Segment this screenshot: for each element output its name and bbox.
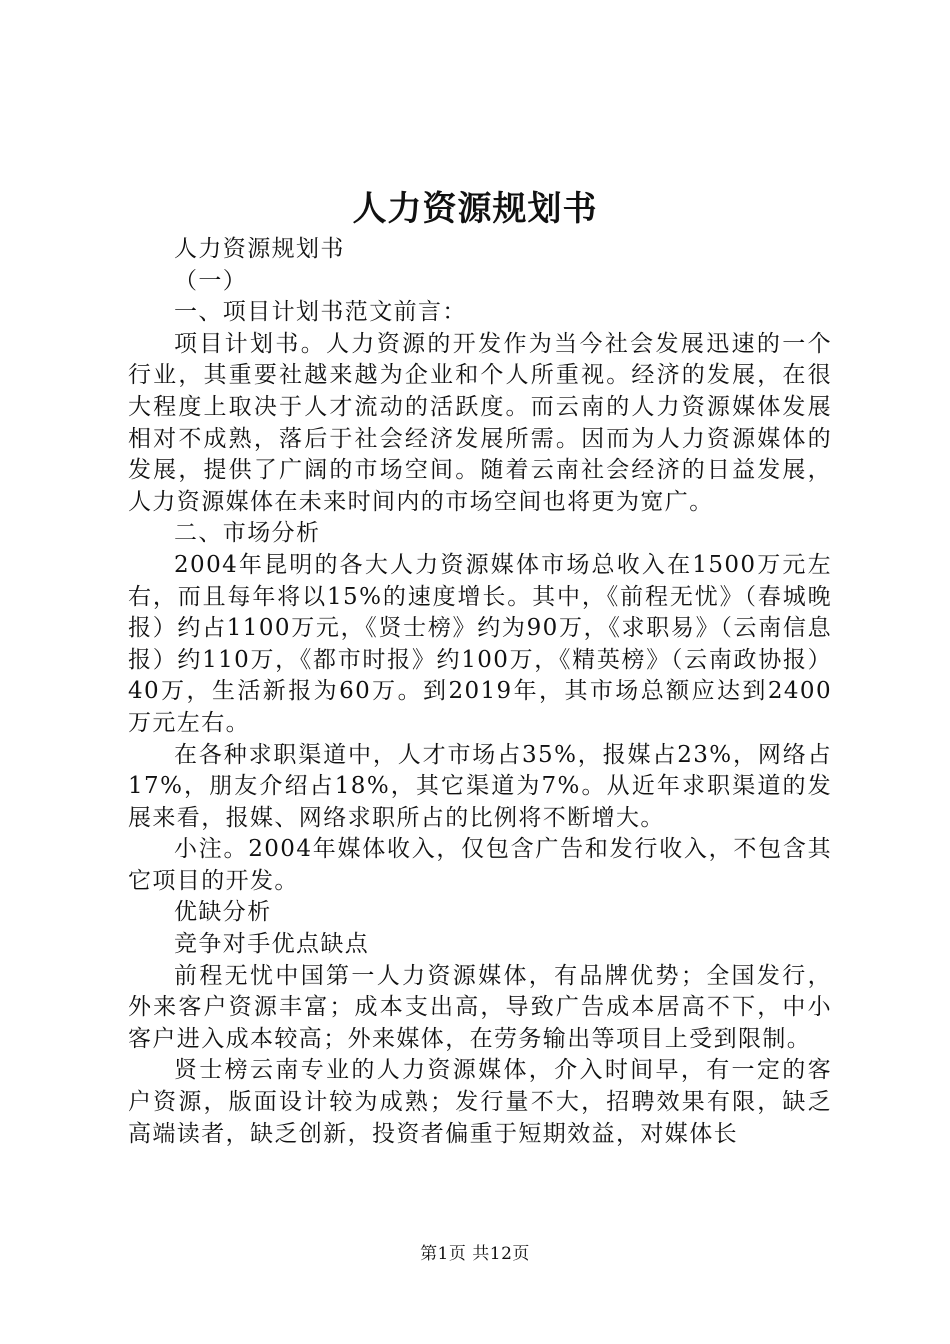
- paragraph-part-number: （一）: [174, 267, 248, 294]
- paragraph-job-channels: 在各种求职渠道中，人才市场占35%，报媒占23%，网络占17%，朋友介绍占18%，其它渠道为7%。从近年求职渠道的发展来看，报媒、网络求职所占的比例将不断增大。: [128, 741, 832, 831]
- paragraph-competitor-qianchengwuyou: 前程无忧中国第一人力资源媒体，有品牌优势；全国发行，外来客户资源丰富；成本支出高，导致广告成本居高不下，中小客户进入成本较高；外来媒体，在劳务输出等项目上受到限制。: [128, 962, 832, 1052]
- heading-preface: 一、项目计划书范文前言：: [174, 299, 467, 326]
- heading-competitors: 竞争对手优点缺点: [174, 931, 370, 958]
- paragraph-competitor-xianshibang: 贤士榜云南专业的人力资源媒体，介入时间早，有一定的客户资源，版面设计较为成熟；发行量不大，招聘效果有限，缺乏高端读者，缺乏创新，投资者偏重于短期效益，对媒体长: [128, 1057, 832, 1147]
- document-title: 人力资源规划书: [352, 189, 598, 229]
- paragraph-subtitle: 人力资源规划书: [174, 236, 345, 262]
- page-footer: 第1页 共12页: [420, 1244, 530, 1264]
- paragraph-note: 小注。2004年媒体收入，仅包含广告和发行收入，不包含其它项目的开发。: [128, 836, 832, 894]
- paragraph-preface: 项目计划书。人力资源的开发作为当今社会发展迅速的一个行业，其重要社越来越为企业和个人所重视。经济的发展，在很大程度上取决于人才流动的活跃度。而云南的人力资源媒体发展相对不成熟，落后于社会经济发展所需。因而为人力资源媒体的发展，提供了广阔的市场空间。随着云南社会经济的日益发展，人力资源媒体在未来时间内的市场空间也将更为宽广。: [128, 330, 832, 515]
- heading-swot: 优缺分析: [174, 899, 272, 926]
- document-body: [128, 234, 832, 1150]
- heading-market-analysis: 二、市场分析: [174, 520, 321, 547]
- paragraph-market-revenue: 2004年昆明的各大人力资源媒体市场总收入在1500万元左右，而且每年将以15%的速度增长。其中，《前程无忧》（春城晚报）约占1100万元，《贤士榜》约为90万，《求职易》（云南信息报）约110万，《都市时报》约100万，《精英榜》（云南政协报）40万，生活新报为60万。到2019年，其市场总额应达到2400万元左右。: [128, 551, 832, 736]
